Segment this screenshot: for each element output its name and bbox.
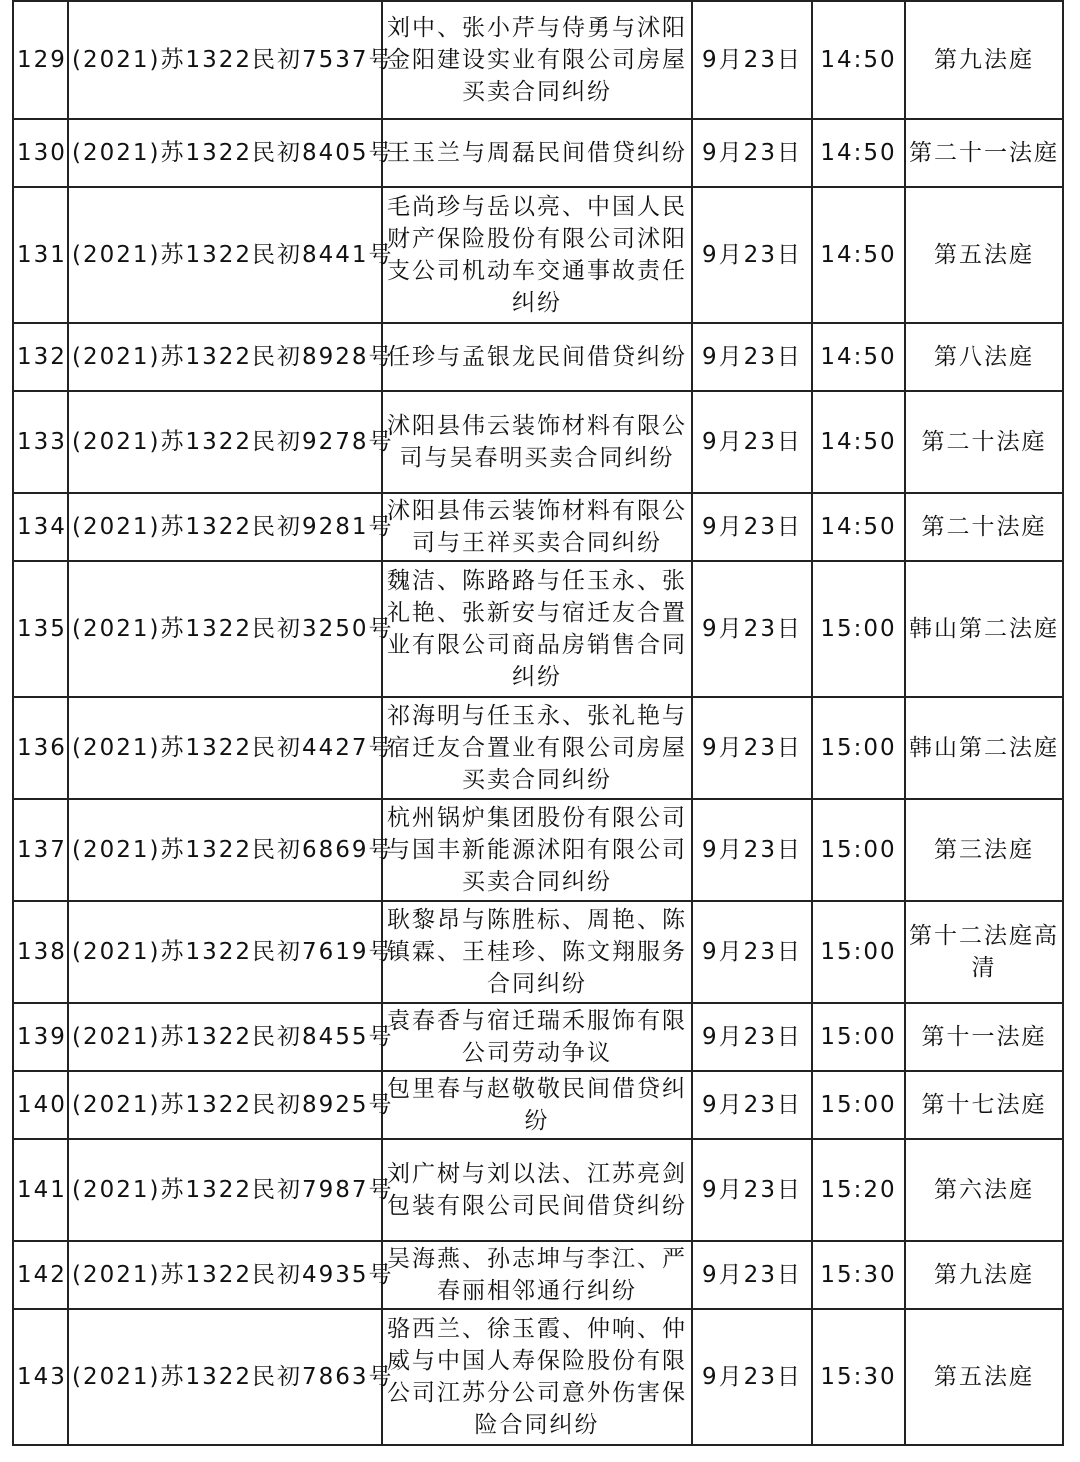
hearing-date: 9月23日 — [692, 391, 812, 493]
hearing-time: 15:00 — [812, 1071, 905, 1139]
case-parties: 耿黎昂与陈胜标、周艳、陈镇霖、王桂珍、陈文翔服务合同纠纷 — [382, 901, 692, 1003]
case-number: (2021)苏1322民初8928号 — [68, 323, 382, 391]
hearing-date: 9月23日 — [692, 1003, 812, 1071]
hearing-time: 15:00 — [812, 697, 905, 799]
case-parties: 王玉兰与周磊民间借贷纠纷 — [382, 119, 692, 187]
row-number: 137 — [13, 799, 68, 901]
case-parties: 沭阳县伟云装饰材料有限公司与王祥买卖合同纠纷 — [382, 493, 692, 561]
hearing-schedule-table — [12, 0, 1064, 1446]
hearing-date: 9月23日 — [692, 1071, 812, 1139]
table-row — [13, 187, 1063, 323]
case-parties: 杭州锅炉集团股份有限公司与国丰新能源沭阳有限公司买卖合同纠纷 — [382, 799, 692, 901]
hearing-time: 15:00 — [812, 799, 905, 901]
row-number: 135 — [13, 561, 68, 697]
case-parties: 包里春与赵敬敬民间借贷纠纷 — [382, 1071, 692, 1139]
table-row — [13, 1003, 1063, 1071]
hearing-time: 14:50 — [812, 119, 905, 187]
table-row — [13, 323, 1063, 391]
case-parties: 祁海明与任玉永、张礼艳与宿迁友合置业有限公司房屋买卖合同纠纷 — [382, 697, 692, 799]
courtroom: 第十一法庭 — [905, 1003, 1063, 1071]
courtroom: 第二十一法庭 — [905, 119, 1063, 187]
row-number: 143 — [13, 1309, 68, 1445]
case-number: (2021)苏1322民初7619号 — [68, 901, 382, 1003]
courtroom: 第二十法庭 — [905, 493, 1063, 561]
row-number: 139 — [13, 1003, 68, 1071]
case-parties: 刘中、张小芹与侍勇与沭阳金阳建设实业有限公司房屋买卖合同纠纷 — [382, 1, 692, 119]
hearing-time: 15:00 — [812, 561, 905, 697]
case-parties: 骆西兰、徐玉霞、仲响、仲威与中国人寿保险股份有限公司江苏分公司意外伤害保险合同纠纷 — [382, 1309, 692, 1445]
row-number: 129 — [13, 1, 68, 119]
case-parties: 吴海燕、孙志坤与李江、严春丽相邻通行纠纷 — [382, 1241, 692, 1309]
case-number: (2021)苏1322民初8405号 — [68, 119, 382, 187]
case-number: (2021)苏1322民初6869号 — [68, 799, 382, 901]
hearing-time: 14:50 — [812, 1, 905, 119]
case-number: (2021)苏1322民初7863号 — [68, 1309, 382, 1445]
table-row — [13, 119, 1063, 187]
case-number: (2021)苏1322民初8441号 — [68, 187, 382, 323]
hearing-date: 9月23日 — [692, 561, 812, 697]
case-parties: 袁春香与宿迁瑞禾服饰有限公司劳动争议 — [382, 1003, 692, 1071]
courtroom: 第九法庭 — [905, 1241, 1063, 1309]
table-row — [13, 391, 1063, 493]
courtroom: 韩山第二法庭 — [905, 697, 1063, 799]
hearing-time: 14:50 — [812, 187, 905, 323]
case-number: (2021)苏1322民初3250号 — [68, 561, 382, 697]
hearing-date: 9月23日 — [692, 697, 812, 799]
hearing-date: 9月23日 — [692, 187, 812, 323]
courtroom: 第三法庭 — [905, 799, 1063, 901]
row-number: 141 — [13, 1139, 68, 1241]
case-number: (2021)苏1322民初4427号 — [68, 697, 382, 799]
row-number: 142 — [13, 1241, 68, 1309]
row-number: 140 — [13, 1071, 68, 1139]
hearing-time: 15:30 — [812, 1241, 905, 1309]
case-number: (2021)苏1322民初8455号 — [68, 1003, 382, 1071]
row-number: 131 — [13, 187, 68, 323]
row-number: 133 — [13, 391, 68, 493]
table-row — [13, 799, 1063, 901]
row-number: 130 — [13, 119, 68, 187]
hearing-time: 14:50 — [812, 323, 905, 391]
hearing-time: 15:30 — [812, 1309, 905, 1445]
hearing-date: 9月23日 — [692, 1241, 812, 1309]
hearing-date: 9月23日 — [692, 901, 812, 1003]
hearing-time: 14:50 — [812, 391, 905, 493]
row-number: 134 — [13, 493, 68, 561]
row-number: 132 — [13, 323, 68, 391]
row-number: 138 — [13, 901, 68, 1003]
table-row — [13, 697, 1063, 799]
courtroom: 第五法庭 — [905, 1309, 1063, 1445]
case-number: (2021)苏1322民初8925号 — [68, 1071, 382, 1139]
case-number: (2021)苏1322民初9281号 — [68, 493, 382, 561]
hearing-date: 9月23日 — [692, 1309, 812, 1445]
table-row — [13, 1139, 1063, 1241]
table-row — [13, 561, 1063, 697]
courtroom: 第十二法庭高清 — [905, 901, 1063, 1003]
hearing-time: 14:50 — [812, 493, 905, 561]
courtroom: 第二十法庭 — [905, 391, 1063, 493]
hearing-date: 9月23日 — [692, 1, 812, 119]
case-number: (2021)苏1322民初4935号 — [68, 1241, 382, 1309]
table-row — [13, 1, 1063, 119]
courtroom: 第九法庭 — [905, 1, 1063, 119]
hearing-date: 9月23日 — [692, 799, 812, 901]
table-row — [13, 1241, 1063, 1309]
courtroom: 第十七法庭 — [905, 1071, 1063, 1139]
case-parties: 刘广树与刘以法、江苏亮剑包装有限公司民间借贷纠纷 — [382, 1139, 692, 1241]
case-number: (2021)苏1322民初9278号 — [68, 391, 382, 493]
hearing-date: 9月23日 — [692, 493, 812, 561]
hearing-date: 9月23日 — [692, 1139, 812, 1241]
hearing-date: 9月23日 — [692, 323, 812, 391]
table-row — [13, 1309, 1063, 1445]
table-row — [13, 1071, 1063, 1139]
case-number: (2021)苏1322民初7537号 — [68, 1, 382, 119]
case-parties: 魏洁、陈路路与任玉永、张礼艳、张新安与宿迁友合置业有限公司商品房销售合同纠纷 — [382, 561, 692, 697]
courtroom: 第五法庭 — [905, 187, 1063, 323]
hearing-time: 15:00 — [812, 1003, 905, 1071]
hearing-time: 15:00 — [812, 901, 905, 1003]
row-number: 136 — [13, 697, 68, 799]
courtroom: 第六法庭 — [905, 1139, 1063, 1241]
hearing-date: 9月23日 — [692, 119, 812, 187]
case-parties: 沭阳县伟云装饰材料有限公司与吴春明买卖合同纠纷 — [382, 391, 692, 493]
courtroom: 韩山第二法庭 — [905, 561, 1063, 697]
table-row — [13, 493, 1063, 561]
courtroom: 第八法庭 — [905, 323, 1063, 391]
table-row — [13, 901, 1063, 1003]
case-parties: 任珍与孟银龙民间借贷纠纷 — [382, 323, 692, 391]
case-parties: 毛尚珍与岳以亮、中国人民财产保险股份有限公司沭阳支公司机动车交通事故责任纠纷 — [382, 187, 692, 323]
case-number: (2021)苏1322民初7987号 — [68, 1139, 382, 1241]
hearing-time: 15:20 — [812, 1139, 905, 1241]
